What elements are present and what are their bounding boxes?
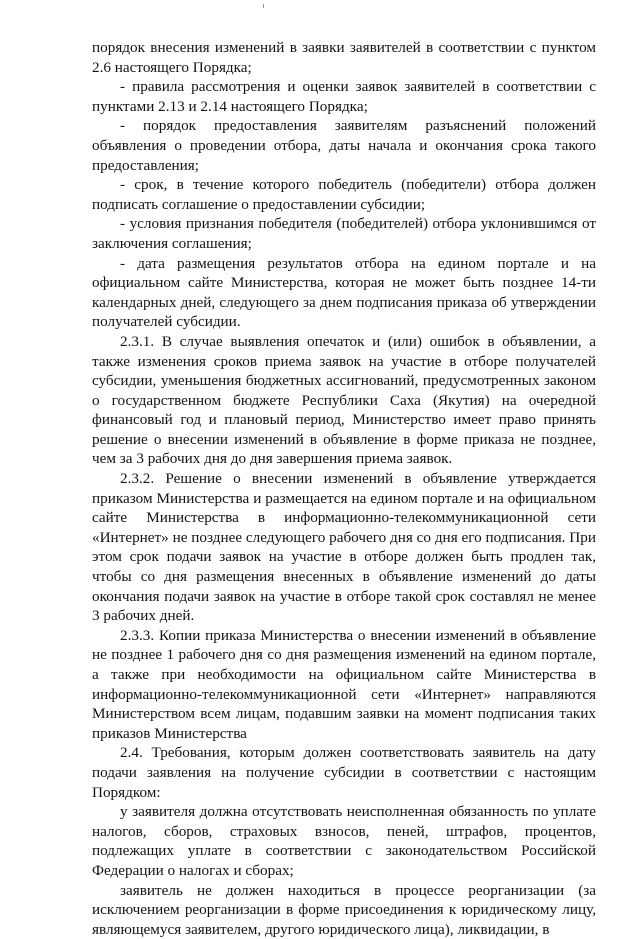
document-page: [92, 38, 596, 939]
list-item-signing-deadline: - срок, в течение которого победитель (победители) отбора должен подписать соглашение о предоставлении субсидии;: [92, 176, 596, 213]
list-item-clarifications: - порядок предоставления заявителям разъяснений положений объявления о проведении отбора, даты начала и окончания срока такого предоставления;: [92, 117, 596, 174]
scan-mark: [263, 4, 264, 8]
list-item-evasion-conditions: - условия признания победителя (победителей) отбора уклонившимся от заключения соглашения;: [92, 215, 596, 252]
paragraph-tax-obligations: у заявителя должна отсутствовать неисполненная обязанность по уплате налогов, сборов, страховых взносов, пеней, штрафов, процентов, подлежащих уплате в соответствии с законодательством Российской Федерации о налогах и сборах;: [92, 803, 596, 879]
list-item-review-rules: - правила рассмотрения и оценки заявок заявителей в соответствии с пунктами 2.13 и 2.14 настоящего Порядка;: [92, 78, 596, 115]
paragraph-clause-2-3-3: 2.3.3. Копии приказа Министерства о внесении изменений в объявление не позднее 1 рабочего дня со дня размещения изменений на едином портале, а также при необходимости на официальном сайте Министерства в информационно-телекоммуникационной сети «Интернет» направляются Министерством всем лицам, подавшим заявки на момент подписания таких приказов Министерства: [92, 626, 596, 742]
paragraph-reorganization: заявитель не должен находиться в процессе реорганизации (за исключением реорганизации в форме присоединения к юридическому лицу, являющемуся заявителем, другого юридического лица), ликвидации, в: [92, 881, 596, 938]
list-item-results-publication: - дата размещения результатов отбора на едином портале и на официальном сайте Министерства, которая не может быть позднее 14-ти календарных дней, следующего за днем подписания приказа об утверждении получателей субсидии.: [92, 254, 596, 331]
paragraph-amendment-order: порядок внесения изменений в заявки заявителей в соответствии с пунктом 2.6 настоящего Порядка;: [92, 39, 596, 76]
paragraph-clause-2-3-2: 2.3.2. Решение о внесении изменений в объявление утверждается приказом Министерства и размещается на едином портале и на официальном сайте Министерства в информационно-телекоммуникационной сети «Интернет» не позднее следующего рабочего дня со дня его подписания. При этом срок подачи заявок на участие в отборе должен быть продлен так, чтобы со дня размещения внесенных в объявление изменений до даты окончания подачи заявок на участие в отборе такой срок составлял не менее 3 рабочих дней.: [92, 470, 596, 625]
paragraph-clause-2-3-1: 2.3.1. В случае выявления опечаток и (или) ошибок в объявлении, а также изменения сроков приема заявок на участие в отборе получателей субсидии, уменьшения бюджетных ассигнований, предусмотренных законом о государственном бюджете Республики Саха (Якутия) на очередной финансовый год и плановый период, Министерство имеет право принять решение о внесении изменений в объявление в форме приказа не позднее, чем за 3 рабочих дня до дня завершения приема заявок.: [92, 332, 596, 468]
paragraph-clause-2-4: 2.4. Требования, которым должен соответствовать заявитель на дату подачи заявления на получение субсидии в соответствии с настоящим Порядком:: [92, 744, 596, 801]
